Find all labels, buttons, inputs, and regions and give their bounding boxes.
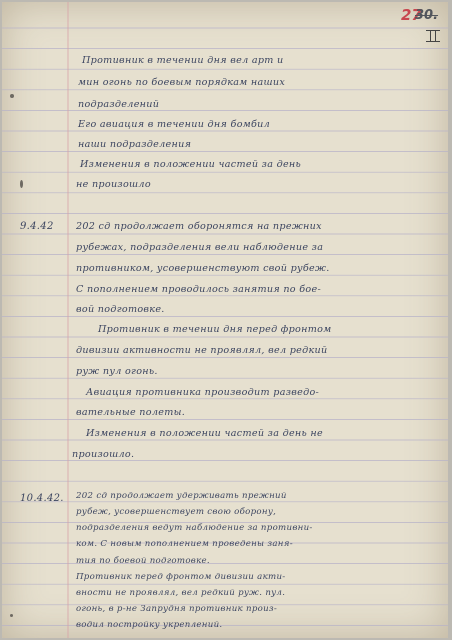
entry-line: противником, усовершенствуют свой рубеж.: [76, 263, 330, 274]
entry-line: рубеж, усовершенствует свою оборону,: [76, 507, 277, 518]
roman-numeral-mark: [426, 30, 440, 42]
entry-line: Авиация противника производит разведо-: [86, 387, 320, 398]
binding-hole-mark: [10, 94, 14, 98]
entry-line: не произошло: [76, 179, 151, 190]
entry-line: дивизии активности не проявлял, вел редкий: [76, 345, 328, 356]
entry-line: Противник в течении дня вел арт и: [82, 55, 284, 66]
entry-line: подразделения ведут наблюдение за противни-: [76, 523, 313, 534]
entry-date: 9.4.42: [20, 221, 54, 232]
entry-line: вой подготовке.: [76, 304, 165, 315]
entry-line: Противник в течении дня перед фронтом: [98, 324, 332, 335]
entry-line: тия по боевой подготовке.: [76, 555, 210, 566]
entry-line: 202 сд продолжает оборонятся на прежних: [76, 221, 322, 232]
page-number-red: 27: [401, 6, 422, 24]
page-number-crossed: 30.: [415, 8, 439, 23]
entry-line: Изменения в положении частей за день не: [86, 428, 324, 439]
entry-line: произошло.: [72, 449, 135, 460]
document-page: [2, 2, 448, 638]
entry-line: ком. С новым пополнением проведены заня-: [76, 539, 293, 550]
binding-hole-mark: [10, 614, 13, 617]
entry-line: мин огонь по боевым порядкам наших: [78, 77, 286, 88]
entry-line: 202 сд продолжает удерживать прежний: [76, 491, 287, 501]
binding-hole-mark: [20, 180, 23, 188]
entry-line: вности не проявлял, вел редкий руж. пул.: [76, 587, 286, 598]
entry-line: Противник перед фронтом дивизии акти-: [76, 571, 286, 582]
entry-line: подразделений: [78, 99, 160, 110]
entry-line: С пополнением проводилось занятия по бое-: [76, 284, 321, 295]
entry-line: рубежах, подразделения вели наблюдение за: [76, 242, 324, 253]
entry-line: Изменения в положении частей за день: [80, 159, 302, 170]
entry-line: вательные полеты.: [76, 407, 186, 418]
entry-line: водил постройку укреплений.: [76, 620, 223, 630]
entry-line: Его авиация в течении дня бомбил: [78, 119, 271, 130]
entry-line: наши подразделения: [78, 139, 192, 150]
entry-line: руж пул огонь.: [76, 366, 158, 377]
entry-line: огонь, в р-не Запрудня противник произ-: [76, 603, 278, 614]
entry-date: 10.4.42.: [20, 493, 64, 504]
